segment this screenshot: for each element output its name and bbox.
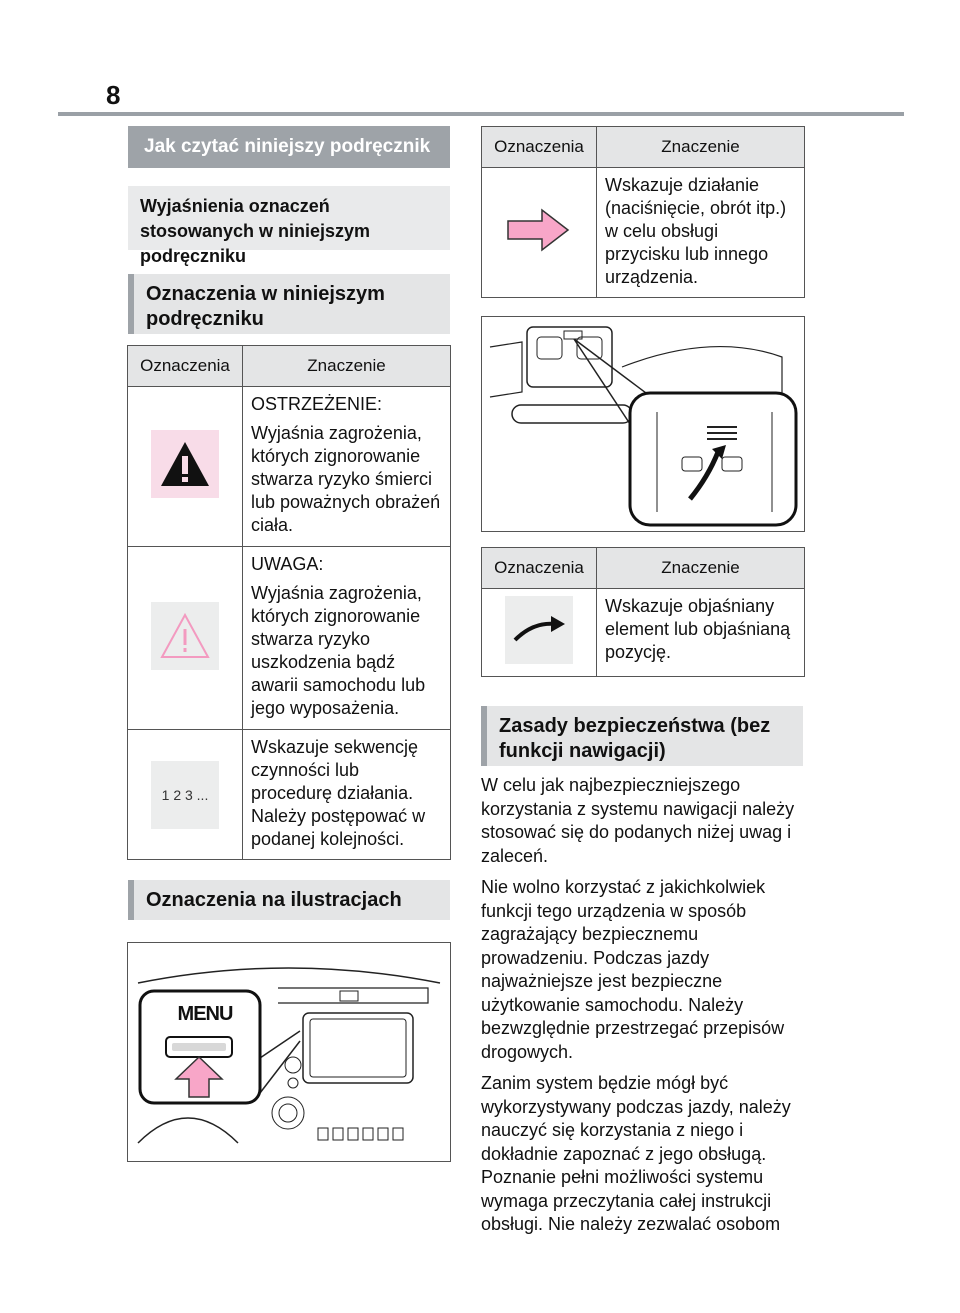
menu-label: MENU bbox=[177, 1003, 233, 1025]
dashboard-drawing bbox=[128, 943, 450, 1161]
paragraph: W celu jak najbezpieczniejszego korzystania z systemu nawigacji należy stosować się do podanych niżej uwag i zaleceń. bbox=[481, 775, 795, 866]
console-illustration bbox=[481, 316, 805, 532]
col-znaczenie: Znaczenie bbox=[597, 548, 805, 589]
curved-arrow-icon bbox=[505, 596, 573, 664]
table-row bbox=[128, 547, 451, 730]
paragraph: Nie wolno korzystać z jakichkolwiek funkcji tego urządzenia w sposób zagrażający bezpiecznemu prowadzeniu. Podczas jazdy najważniejsze jest bezpieczne użytkowanie samochodu. Należy bezwzględnie przestrzegać przepisów drogowych. bbox=[481, 877, 785, 1062]
top-rule bbox=[58, 112, 904, 116]
symbols-table bbox=[127, 345, 451, 860]
col-znaczenie: Znaczenie bbox=[243, 346, 451, 387]
table-header-row bbox=[128, 346, 451, 387]
action-desc: Wskazuje działanie (naciśnięcie, obrót itp.) w celu obsługi przycisku lub innego urządzenia. bbox=[605, 175, 787, 287]
table-header-row bbox=[482, 127, 805, 168]
sequence-desc: Wskazuje sekwencję czynności lub procedurę działania. Należy postępować w podanej kolejności. bbox=[251, 737, 426, 849]
col-znaczenie: Znaczenie bbox=[597, 127, 805, 168]
meaning-cell bbox=[243, 547, 451, 730]
symbol-cell bbox=[128, 387, 243, 547]
table-row bbox=[128, 387, 451, 547]
symbol-cell bbox=[482, 589, 597, 677]
table-row bbox=[482, 168, 805, 298]
table-row bbox=[128, 730, 451, 860]
pointer-desc: Wskazuje objaśniany element lub objaśnianą pozycję. bbox=[605, 596, 791, 662]
illustrations-heading: Oznaczenia na ilustracjach bbox=[128, 880, 450, 920]
sequence-123-icon: 1 2 3 ... bbox=[151, 761, 219, 829]
section-title bbox=[128, 126, 450, 168]
symbol-cell bbox=[128, 547, 243, 730]
safety-body bbox=[481, 774, 806, 1245]
caution-desc: Wyjaśnia zagrożenia, których zignorowanie stwarza ryzyko uszkodzenia bądź awarii samochodu lub jego wyposażenia. bbox=[251, 583, 426, 718]
meaning-cell bbox=[243, 730, 451, 860]
section-title-text: Jak czytać niniejszy podręcznik bbox=[144, 136, 431, 157]
caution-label: UWAGA: bbox=[251, 554, 324, 574]
illus-table-2 bbox=[481, 547, 805, 677]
illus-table-1 bbox=[481, 126, 805, 298]
meaning-cell bbox=[597, 168, 805, 298]
meaning-cell bbox=[243, 387, 451, 547]
pink-arrow-right-icon bbox=[504, 205, 574, 255]
warning-desc: Wyjaśnia zagrożenia, których zignorowanie stwarza ryzyko śmierci lub poważnych obrażeń ciała. bbox=[251, 423, 441, 535]
page-number: 8 bbox=[106, 80, 121, 110]
col-oznaczenia: Oznaczenia bbox=[482, 548, 597, 589]
symbol-cell bbox=[128, 730, 243, 860]
col-oznaczenia: Oznaczenia bbox=[128, 346, 243, 387]
caution-triangle-outline-icon bbox=[151, 602, 219, 670]
symbols-heading: Oznaczenia w niniejszym podręczniku bbox=[128, 274, 450, 334]
menu-illustration bbox=[127, 942, 451, 1162]
col-oznaczenia: Oznaczenia bbox=[482, 127, 597, 168]
console-drawing bbox=[482, 317, 804, 531]
warning-label: OSTRZEŻENIE: bbox=[251, 394, 383, 414]
symbol-cell bbox=[482, 168, 597, 298]
warning-triangle-filled-icon bbox=[151, 430, 219, 498]
safety-heading: Zasady bezpieczeństwa (bez funkcji nawigacji) bbox=[481, 706, 803, 766]
table-header-row bbox=[482, 548, 805, 589]
meaning-cell bbox=[597, 589, 805, 677]
table-row bbox=[482, 589, 805, 677]
subsection-title: Wyjaśnienia oznaczeń stosowanych w niniejszym podręczniku bbox=[128, 186, 450, 250]
paragraph: Zanim system będzie mógł być wykorzystywany podczas jazdy, należy nauczyć się korzystania z niego i dokładnie zapoznać z jego obsługą. Poznanie pełni możliwości systemu wymaga przeczytania całej instrukcji obsługi. Nie należy zezwalać osobom bbox=[481, 1073, 791, 1234]
